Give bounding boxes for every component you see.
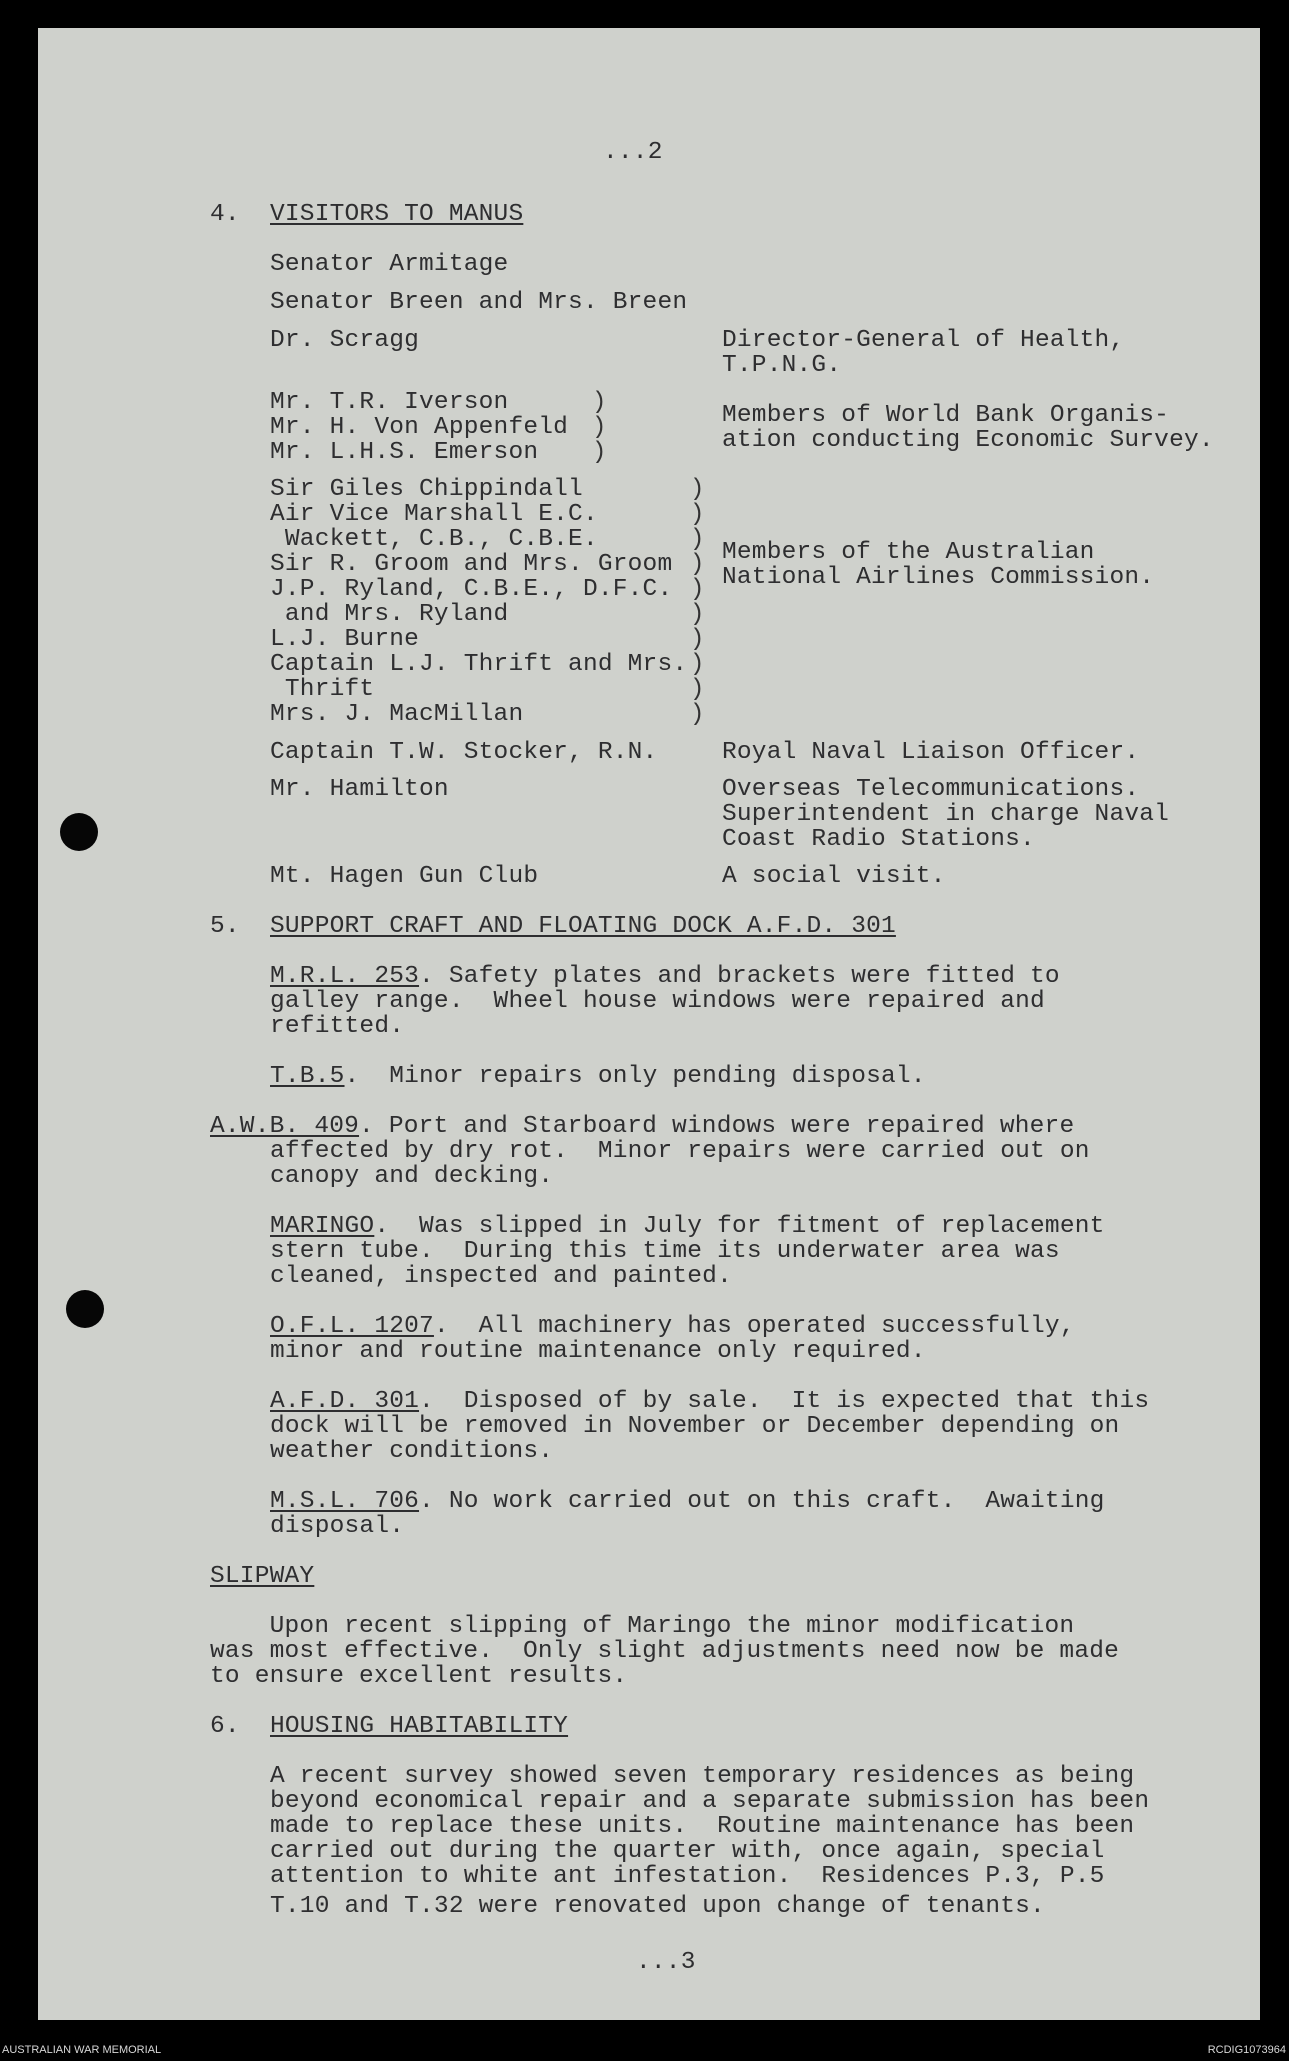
tb-text: . Minor repairs only pending disposal. [344,1063,926,1090]
slipway-line-3: to ensure excellent results. [210,1663,628,1690]
punch-hole-upper [60,813,98,851]
visitor-airlines-10: Mrs. J. MacMillan [270,701,524,728]
ofl-line-2: minor and routine maintenance only required. [270,1338,926,1365]
visitor-airlines-5: J.P. Ryland, C.B.E., D.F.C. [270,576,673,603]
mrl-title: M.R.L. 253 [270,963,420,990]
world-bank-brace: ) ) ) [592,389,607,466]
section-4-heading: VISITORS TO MANUS [270,201,524,228]
housing-line-6: T.10 and T.32 were renovated upon change of tenants. [270,1893,1045,1920]
ofl-paragraph [270,1314,1075,1339]
maringo-title: MARINGO [270,1213,375,1240]
page-number-bottom: ...3 [636,1949,696,1976]
section-6-number: 6. [210,1713,240,1740]
slipway-line-2: was most effective. Only slight adjustments need now be made [210,1638,1120,1665]
housing-line-5: attention to white ant infestation. Residences P.3, P.5 [270,1863,1105,1890]
visitor-world-bank-3: Mr. L.H.S. Emerson [270,439,539,466]
visitor-dr-scragg: Dr. Scragg [270,327,420,354]
airlines-brace: ) ) ) ) ) ) ) ) ) ) [690,476,705,728]
visitor-dr-scragg-desc-1: Director-General of Health, [722,327,1125,354]
mrl-paragraph [270,964,1060,989]
awb-line-1: . Port and Starboard windows were repaired where [359,1113,1075,1140]
visitor-world-bank-1: Mr. T.R. Iverson [270,389,509,416]
section-6-heading: HOUSING HABITABILITY [270,1713,569,1740]
page-number-top: ...2 [603,139,663,166]
visitor-senator-breen: Senator Breen and Mrs. Breen [270,289,688,316]
awb-paragraph [210,1114,1074,1139]
archive-footer-left: AUSTRALIAN WAR MEMORIAL [2,2044,162,2056]
slipway-heading: SLIPWAY [210,1563,315,1590]
mrl-line-1: . Safety plates and brackets were fitted to [419,963,1060,990]
visitor-hamilton-desc-1: Overseas Telecommunications. [722,776,1140,803]
msl-line-2: disposal. [270,1513,405,1540]
tb-title: T.B.5 [270,1063,345,1090]
afd-line-1: . Disposed of by sale. It is expected that this [419,1388,1150,1415]
visitor-airlines-8: Captain L.J. Thrift and Mrs. [270,651,688,678]
maringo-line-2: stern tube. During this time its underwater area was [270,1238,1060,1265]
visitor-hagen: Mt. Hagen Gun Club [270,863,539,890]
msl-line-1: . No work carried out on this craft. Awaiting [419,1488,1105,1515]
visitor-airlines-6: and Mrs. Ryland [270,601,509,628]
visitor-airlines-1: Sir Giles Chippindall [270,476,583,503]
msl-paragraph [270,1489,1105,1514]
tb-paragraph [270,1064,926,1089]
housing-line-1: A recent survey showed seven temporary residences as being [270,1763,1135,1790]
visitor-world-bank-2: Mr. H. Von Appenfeld [270,414,569,441]
visitor-airlines-9: Thrift [270,676,375,703]
visitor-airlines-2: Air Vice Marshall E.C. [270,501,598,528]
archive-footer-right: RCDIG1073964 [1207,2044,1286,2056]
visitor-stocker-desc: Royal Naval Liaison Officer. [722,739,1140,766]
afd-title: A.F.D. 301 [270,1388,420,1415]
housing-line-2: beyond economical repair and a separate submission has been [270,1788,1150,1815]
ofl-title: O.F.L. 1207 [270,1313,434,1340]
visitor-dr-scragg-desc-2: T.P.N.G. [722,352,842,379]
housing-line-4: carried out during the quarter with, once again, special [270,1838,1105,1865]
world-bank-desc-2: ation conducting Economic Survey. [722,427,1214,454]
afd-line-2: dock will be removed in November or December depending on [270,1413,1120,1440]
afd-line-3: weather conditions. [270,1438,554,1465]
world-bank-desc-1: Members of World Bank Organis- [722,402,1170,429]
afd-paragraph [270,1389,1149,1414]
visitor-hamilton: Mr. Hamilton [270,776,449,803]
mrl-line-3: refitted. [270,1013,405,1040]
slipway-line-1: Upon recent slipping of Maringo the minor modification [210,1613,1075,1640]
section-5-heading: SUPPORT CRAFT AND FLOATING DOCK A.F.D. 301 [270,913,896,940]
ofl-line-1: . All machinery has operated successfully, [433,1313,1075,1340]
awb-line-3: canopy and decking. [270,1163,554,1190]
airlines-desc-2: National Airlines Commission. [722,564,1155,591]
visitor-stocker: Captain T.W. Stocker, R.N. [270,739,658,766]
visitor-hamilton-desc-2: Superintendent in charge Naval [722,801,1170,828]
visitor-airlines-4: Sir R. Groom and Mrs. Groom [270,551,673,578]
maringo-paragraph [270,1214,1105,1239]
visitor-airlines-3: Wackett, C.B., C.B.E. [270,526,598,553]
section-4-number: 4. [210,201,240,228]
awb-line-2: affected by dry rot. Minor repairs were carried out on [270,1138,1090,1165]
housing-line-3: made to replace these units. Routine maintenance has been [270,1813,1135,1840]
airlines-desc-1: Members of the Australian [722,539,1095,566]
maringo-line-1: . Was slipped in July for fitment of replacement [374,1213,1105,1240]
visitor-airlines-7: L.J. Burne [270,626,420,653]
msl-title: M.S.L. 706 [270,1488,420,1515]
section-5-number: 5. [210,913,240,940]
visitor-hamilton-desc-3: Coast Radio Stations. [722,826,1035,853]
maringo-line-3: cleaned, inspected and painted. [270,1263,732,1290]
mrl-line-2: galley range. Wheel house windows were repaired and [270,988,1045,1015]
visitor-senator-armitage: Senator Armitage [270,251,509,278]
visitor-hagen-desc: A social visit. [722,863,946,890]
awb-title: A.W.B. 409 [210,1113,360,1140]
punch-hole-lower [66,1290,104,1328]
